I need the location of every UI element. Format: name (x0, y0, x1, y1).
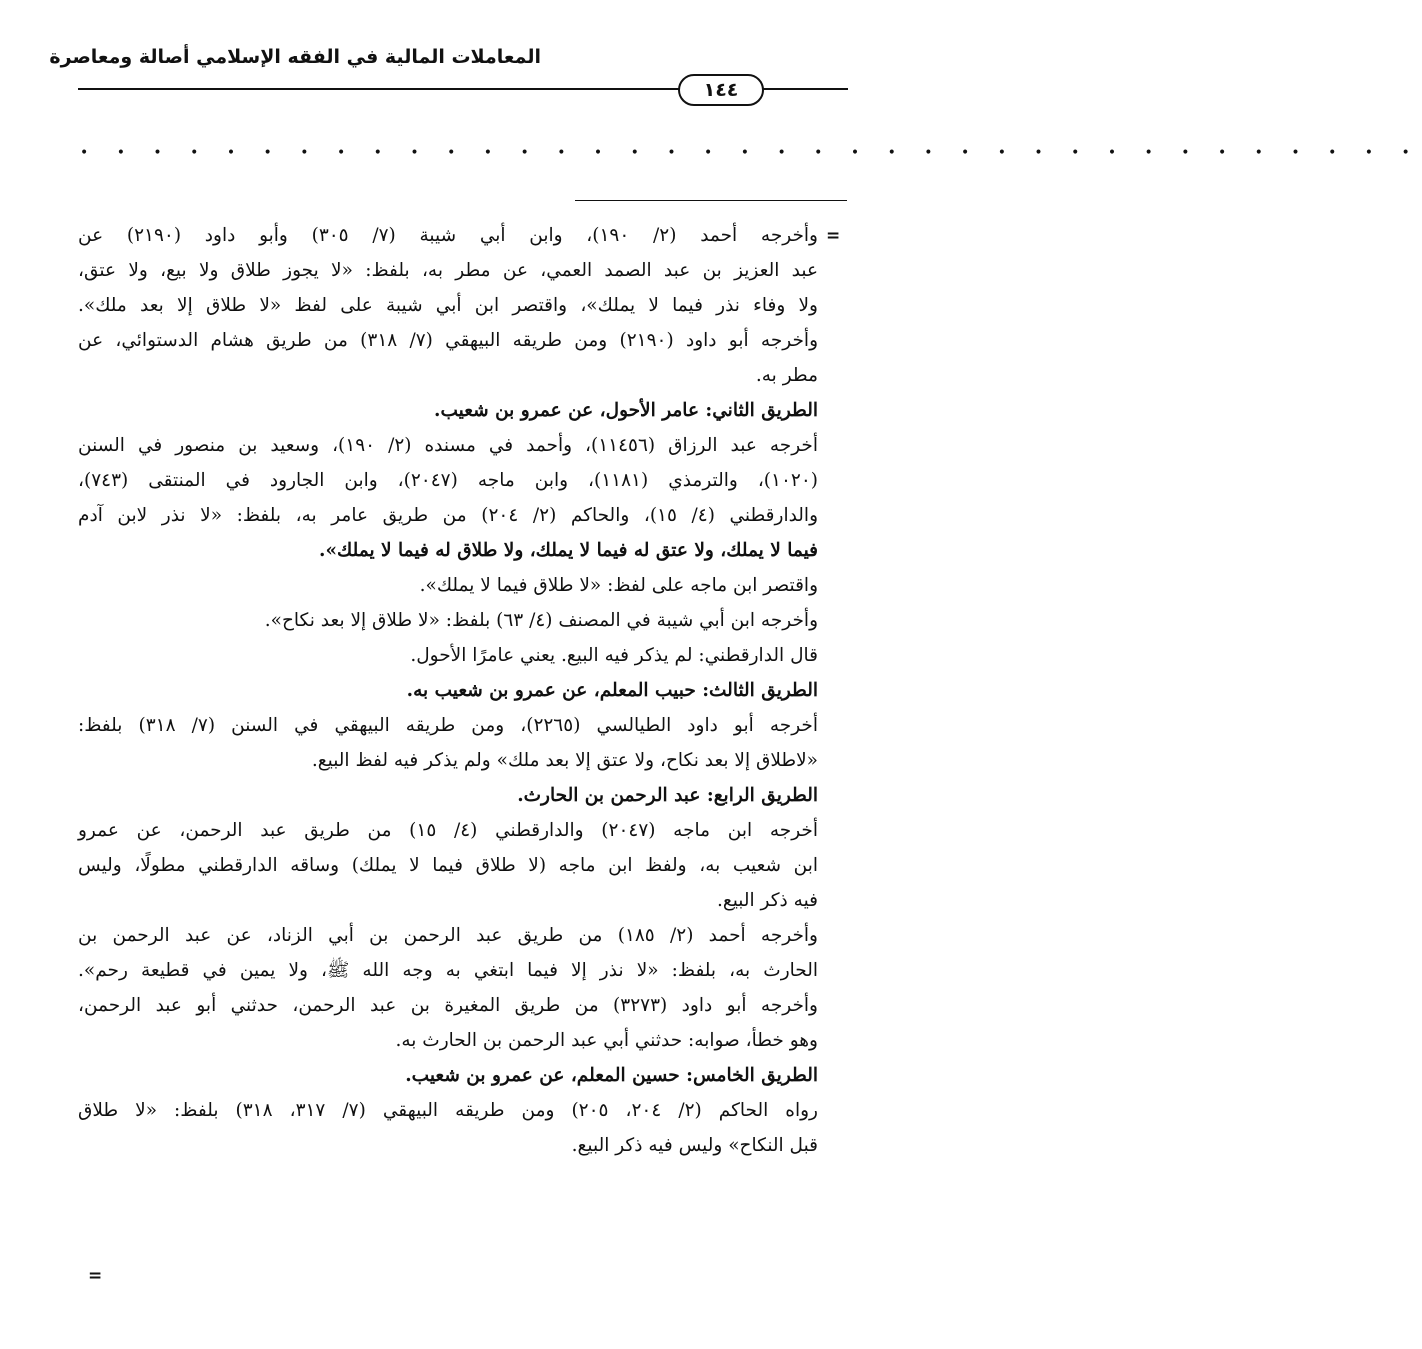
section-heading-line: الطريق الرابع: عبد الرحمن بن الحارث. (517, 785, 818, 806)
page-number: ١٤٤ (678, 74, 764, 106)
text-line: وهو خطأ، صوابه: حدثني أبي عبد الرحمن بن الحارث به. (395, 1030, 818, 1051)
text-line: قال الدارقطني: لم يذكر فيه البيع. يعني عامرًا الأحول. (410, 645, 818, 666)
text-line: وأخرجه ابن أبي شيبة في المصنف (٤/ ٦٣) بلفظ: «لا طلاق إلا بعد نكاح». (264, 610, 818, 631)
text-line: وأخرجه أبو داود (٢١٩٠) ومن طريقه البيهقي (٧/ ٣١٨) من طريق هشام الدستوائي، عن (78, 330, 818, 351)
text-line: أخرجه عبد الرزاق (١١٤٥٦)، وأحمد في مسنده (٢/ ١٩٠)، وسعيد بن منصور في السنن (78, 435, 818, 456)
text-line: عبد العزيز بن عبد الصمد العمي، عن مطر به، بلفظ: «لا يجوز طلاق ولا بيع، ولا عتق، (78, 260, 818, 281)
text-line: وأخرجه أبو داود (٣٢٧٣) من طريق المغيرة بن عبد الرحمن، حدثني أبو عبد الرحمن، (78, 995, 818, 1016)
text-line: رواه الحاكم (٢/ ٢٠٤، ٢٠٥) ومن طريقه البيهقي (٧/ ٣١٧، ٣١٨) بلفظ: «لا طلاق (78, 1100, 818, 1121)
dots-divider: • • • • • • • • • • • • • • • • • • • • • • • • • • • • • • • • • • • • • (80, 145, 1422, 161)
text-line: أخرجه ابن ماجه (٢٠٤٧) والدارقطني (٤/ ١٥) من طريق عبد الرحمن، عن عمرو (78, 820, 818, 841)
text-line: ولا وفاء نذر فيما لا يملك»، واقتصر ابن أبي شيبة على لفظ «لا طلاق إلا بعد ملك». (78, 295, 818, 316)
continuation-mark-top: = (826, 226, 841, 246)
text-line: وأخرجه أحمد (٢/ ١٩٠)، وابن أبي شيبة (٧/ ٣٠٥) وأبو داود (٢١٩٠) عن (78, 225, 818, 246)
section-heading-line: فيما لا يملك، ولا عتق له فيما لا يملك، ولا طلاق له فيما لا يملك». (319, 540, 818, 561)
text-line: فيه ذكر البيع. (716, 890, 818, 911)
text-line: الحارث به، بلفظ: «لا نذر إلا فيما ابتغي به وجه الله ﷺ، ولا يمين في قطيعة رحم». (78, 960, 818, 981)
footnote-rule (575, 200, 847, 201)
text-line: وأخرجه أحمد (٢/ ١٨٥) من طريق عبد الرحمن بن أبي الزناد، عن عبد الرحمن بن (78, 925, 818, 946)
text-line: ابن شعيب به، ولفظ ابن ماجه (لا طلاق فيما لا يملك) وساقه الدارقطني مطولًا، وليس (78, 855, 818, 876)
text-line: والدارقطني (٤/ ١٥)، والحاكم (٢/ ٢٠٤) من طريق عامر به، بلفظ: «لا نذر لابن آدم (78, 505, 819, 526)
text-line: «لاطلاق إلا بعد نكاح، ولا عتق إلا بعد ملك» ولم يذكر فيه لفظ البيع. (311, 750, 818, 771)
text-line: مطر به. (755, 365, 818, 386)
text-line: (١٠٢٠)، والترمذي (١١٨١)، وابن ماجه (٢٠٤٧)، وابن الجارود في المنتقى (٧٤٣)، (78, 470, 818, 491)
running-title: المعاملات المالية في الفقه الإسلامي أصالة ومعاصرة (49, 46, 541, 68)
section-heading-line: الطريق الثاني: عامر الأحول، عن عمرو بن شعيب. (434, 400, 818, 421)
continuation-mark-bottom: = (88, 1266, 103, 1286)
section-heading-line: الطريق الخامس: حسين المعلم، عن عمرو بن شعيب. (405, 1065, 818, 1086)
section-heading-line: الطريق الثالث: حبيب المعلم، عن عمرو بن شعيب به. (406, 680, 818, 701)
text-line: أخرجه أبو داود الطيالسي (٢٢٦٥)، ومن طريقه البيهقي في السنن (٧/ ٣١٨) بلفظ: (78, 715, 818, 736)
text-line: واقتصر ابن ماجه على لفظ: «لا طلاق فيما لا يملك». (419, 575, 818, 596)
text-line: قبل النكاح» وليس فيه ذكر البيع. (571, 1135, 818, 1156)
footnote-body (78, 218, 818, 1163)
